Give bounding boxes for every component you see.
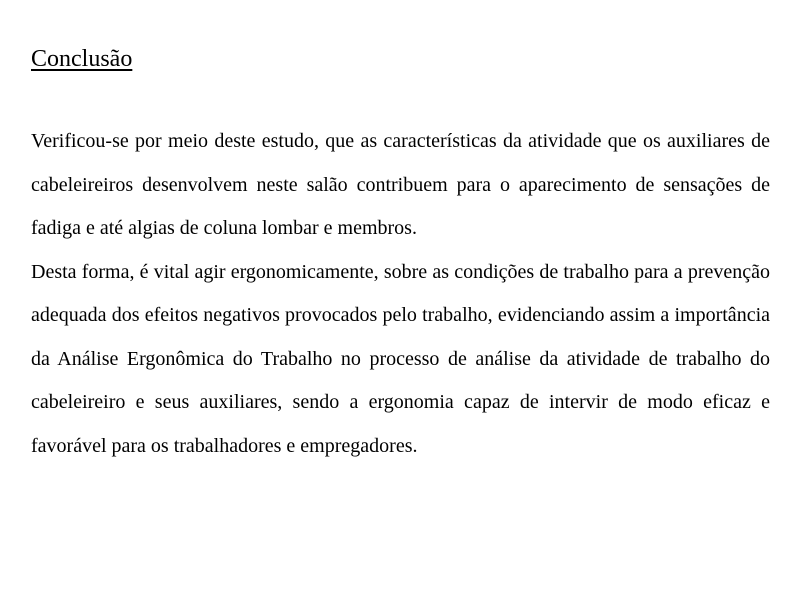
paragraph-conclusion-findings: Verificou-se por meio deste estudo, que as características da atividade que os auxiliares de cabeleireiros desenvolvem neste salão contribuem para o aparecimento de sensações de fadiga e até algias de coluna lombar e membros. [31,130,770,239]
slide-body [31,120,770,468]
slide-title: Conclusão [31,46,133,72]
paragraph-conclusion-recommendation: Desta forma, é vital agir ergonomicamente, sobre as condições de trabalho para a prevenção adequada dos efeitos negativos provocados pelo trabalho, evidenciando assim a importância da Análise Ergonômica do Trabalho no processo de análise da atividade de trabalho do cabeleireiro e seus auxiliares, sendo a ergonomia capaz de intervir de modo eficaz e favorável para os trabalhadores e empregadores. [31,260,770,457]
